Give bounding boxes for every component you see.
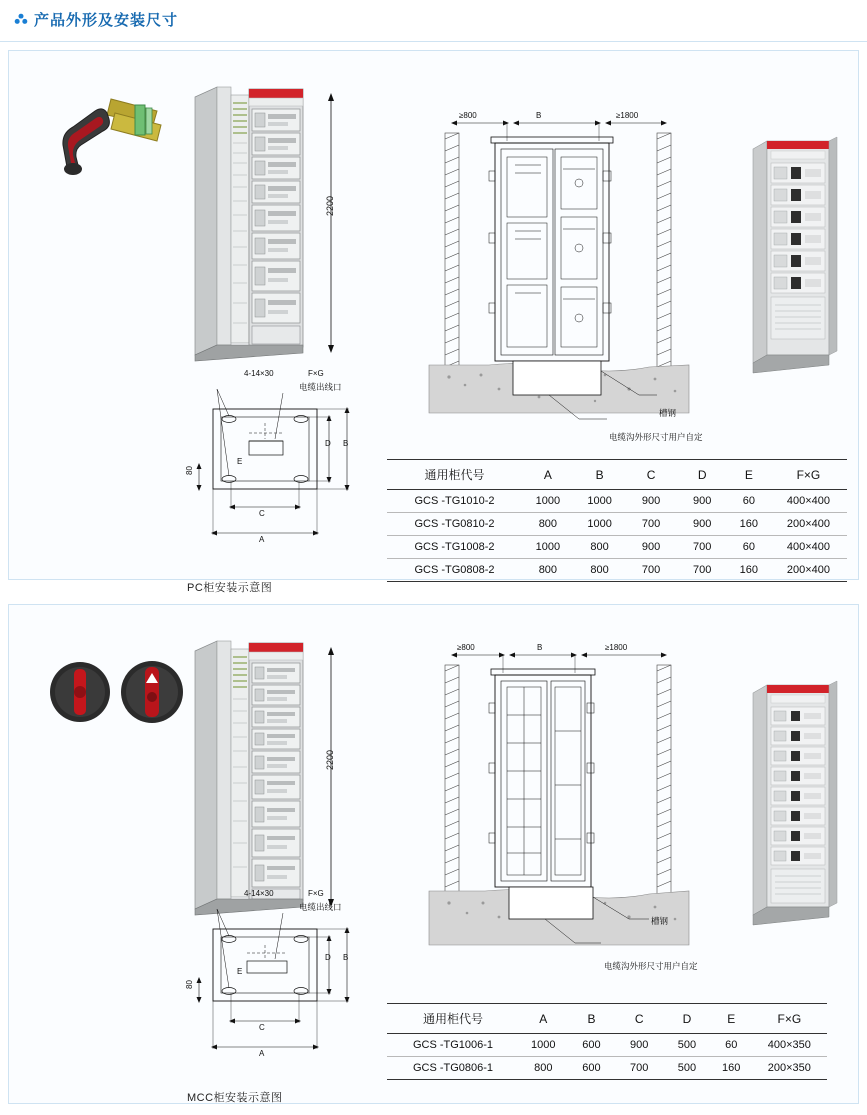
cell-c: 700	[625, 559, 676, 582]
pc-dim-D: D	[325, 439, 331, 448]
table-row	[387, 1034, 827, 1057]
pc-dim-B: B	[343, 439, 349, 448]
th-c: C	[615, 1004, 663, 1034]
page-header	[0, 0, 867, 42]
cell-model: GCS -TG1006-1	[387, 1034, 519, 1057]
th-b: B	[574, 460, 626, 490]
th-e: E	[728, 460, 770, 490]
cell-b: 800	[574, 559, 626, 582]
mcc-gap-left-label: ≥800	[457, 643, 475, 652]
cell-c: 900	[625, 490, 676, 513]
cell-a: 800	[522, 559, 574, 582]
mcc-caption: MCC柜安装示意图	[187, 1092, 283, 1104]
pc-handle-photo	[49, 89, 169, 179]
cell-fg: 200×400	[770, 513, 847, 536]
mcc-handle-photo-1	[47, 657, 113, 727]
table-row	[387, 559, 847, 582]
cell-a: 1000	[519, 1034, 568, 1057]
cell-d: 700	[677, 536, 728, 559]
mcc-center-label: B	[537, 643, 543, 652]
table-row	[387, 1057, 827, 1080]
pc-trench-note: 电缆沟外形尺寸用户自定	[609, 432, 703, 442]
cell-b: 600	[568, 1057, 616, 1080]
pc-outlet-note: 电缆出线口	[299, 382, 342, 392]
pc-height-dimension	[321, 93, 341, 353]
th-a: A	[522, 460, 574, 490]
cell-b: 800	[574, 536, 626, 559]
pc-product-photo	[749, 129, 841, 379]
cell-model: GCS -TG1008-2	[387, 536, 522, 559]
cell-c: 900	[625, 536, 676, 559]
cell-e: 60	[711, 1034, 752, 1057]
pc-holes-label: 4-14×30	[244, 369, 274, 378]
th-b: B	[568, 1004, 616, 1034]
table-header-row	[387, 1004, 827, 1034]
pc-height-label: 2200	[325, 195, 335, 216]
pc-dim-A: A	[259, 535, 265, 544]
mcc-outlet-note: 电缆出线口	[299, 902, 342, 912]
pc-base-plan	[187, 373, 367, 558]
pc-cabinet-drawing	[189, 83, 319, 363]
mcc-trench-note: 电缆沟外形尺寸用户自定	[604, 961, 698, 971]
mcc-dim-D: D	[325, 953, 331, 962]
th-e: E	[711, 1004, 752, 1034]
cell-e: 60	[728, 536, 770, 559]
mcc-height-dimension	[321, 647, 341, 907]
mcc-product-photo	[749, 673, 841, 933]
mcc-dim-C: C	[259, 1023, 265, 1032]
mcc-dim-E: E	[237, 967, 243, 976]
pc-dim-80: 80	[185, 466, 194, 475]
pc-dim-C: C	[259, 509, 265, 518]
cell-b: 600	[568, 1034, 616, 1057]
cell-b: 1000	[574, 490, 626, 513]
cell-model: GCS -TG1010-2	[387, 490, 522, 513]
th-fg: F×G	[752, 1004, 827, 1034]
mcc-dim-80: 80	[185, 980, 194, 989]
cell-fg: 400×400	[770, 536, 847, 559]
table-row	[387, 490, 847, 513]
cell-e: 160	[728, 559, 770, 582]
cell-e: 60	[728, 490, 770, 513]
mcc-handle-photo-2	[117, 657, 187, 727]
th-fg: F×G	[770, 460, 847, 490]
mcc-channel-steel-label: 槽钢	[651, 916, 669, 926]
cell-model: GCS -TG0810-2	[387, 513, 522, 536]
cell-a: 800	[519, 1057, 568, 1080]
pc-outlet-title: F×G	[308, 369, 324, 378]
pc-channel-steel-label: 槽钢	[659, 408, 677, 418]
cell-a: 1000	[522, 536, 574, 559]
th-d: D	[663, 1004, 711, 1034]
table-row	[387, 513, 847, 536]
pc-spec-table	[387, 459, 847, 582]
mcc-dim-A: A	[259, 1049, 265, 1058]
cell-d: 900	[677, 490, 728, 513]
th-model: 通用柜代号	[387, 1004, 519, 1034]
cell-c: 700	[625, 513, 676, 536]
pc-gap-right-label: ≥1800	[616, 111, 639, 120]
th-d: D	[677, 460, 728, 490]
cell-fg: 400×350	[752, 1034, 827, 1057]
pc-center-label: B	[536, 111, 542, 120]
table-header-row	[387, 460, 847, 490]
cell-b: 1000	[574, 513, 626, 536]
pc-trench-drawing	[429, 113, 689, 413]
mcc-dim-B: B	[343, 953, 349, 962]
cell-d: 500	[663, 1057, 711, 1080]
cell-model: GCS -TG0808-2	[387, 559, 522, 582]
section-pc	[8, 50, 859, 594]
page-title: 产品外形及安装尺寸	[34, 12, 179, 29]
th-c: C	[625, 460, 676, 490]
flower-bullet-icon	[14, 13, 28, 27]
cell-fg: 200×400	[770, 559, 847, 582]
th-a: A	[519, 1004, 568, 1034]
cell-e: 160	[711, 1057, 752, 1080]
mcc-height-label: 2200	[325, 749, 335, 770]
pc-caption: PC柜安装示意图	[187, 582, 273, 594]
section-mcc	[8, 604, 859, 1104]
cell-d: 900	[677, 513, 728, 536]
cell-c: 700	[615, 1057, 663, 1080]
pc-dim-E: E	[237, 457, 243, 466]
table-row	[387, 536, 847, 559]
th-model: 通用柜代号	[387, 460, 522, 490]
cell-model: GCS -TG0806-1	[387, 1057, 519, 1080]
cell-a: 800	[522, 513, 574, 536]
mcc-base-plan	[187, 893, 367, 1078]
cell-c: 900	[615, 1034, 663, 1057]
mcc-gap-right-label: ≥1800	[605, 643, 628, 652]
mcc-outlet-title: F×G	[308, 889, 324, 898]
cell-fg: 400×400	[770, 490, 847, 513]
cell-e: 160	[728, 513, 770, 536]
cell-d: 700	[677, 559, 728, 582]
cell-d: 500	[663, 1034, 711, 1057]
cell-fg: 200×350	[752, 1057, 827, 1080]
pc-gap-left-label: ≥800	[459, 111, 477, 120]
cell-a: 1000	[522, 490, 574, 513]
mcc-holes-label: 4-14×30	[244, 889, 274, 898]
mcc-cabinet-drawing	[189, 637, 319, 917]
mcc-spec-table	[387, 1003, 827, 1080]
mcc-trench-drawing	[429, 645, 689, 945]
